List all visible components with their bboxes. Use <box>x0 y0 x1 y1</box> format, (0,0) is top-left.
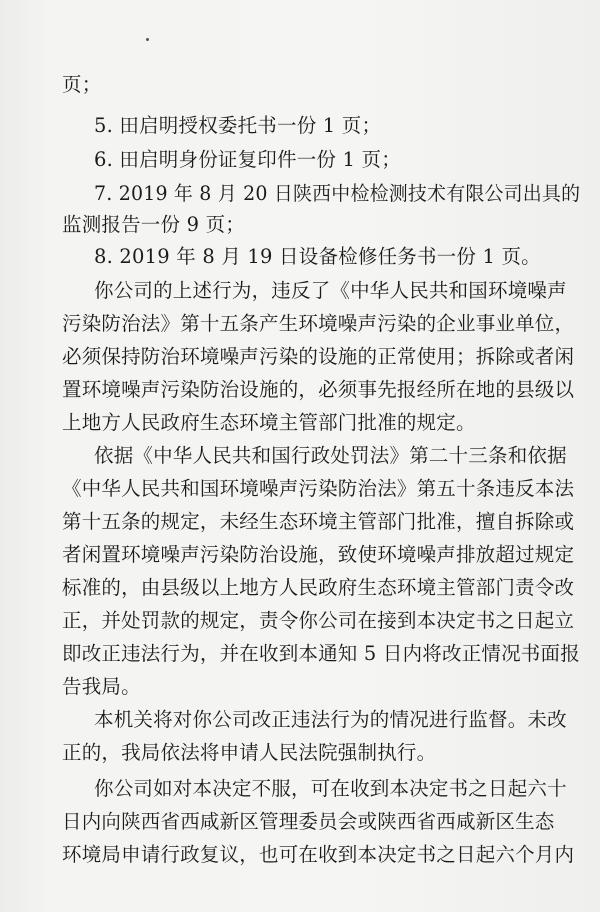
scan-speck <box>146 38 149 41</box>
text-line-1: 页； <box>62 73 102 96</box>
text-line-10: 置环境噪声污染防治设施的，必须事先报经所在地的县级以 <box>62 378 575 401</box>
text-line-8: 污染防治法》第十五条产生环境噪声污染的企业事业单位， <box>62 312 575 335</box>
text-line-23: 日内向陕西省西咸新区管理委员会或陕西省西咸新区生态 <box>62 810 555 833</box>
text-line-24: 环境局申请行政复议，也可在收到本决定书之日起六个月内 <box>62 843 575 866</box>
text-line-6: 8. 2019 年 8 月 19 日设备检修任务书一份 1 页。 <box>94 245 541 268</box>
text-line-14: 第十五条的规定，未经生态环境主管部门批准，擅自拆除或 <box>62 510 575 533</box>
text-line-3: 6. 田启明身份证复印件一份 1 页； <box>94 148 401 171</box>
text-line-17: 正，并处罚款的规定，责令你公司在接到本决定书之日起立 <box>62 609 575 632</box>
text-line-7: 你公司的上述行为，违反了《中华人民共和国环境噪声 <box>94 279 567 302</box>
text-line-11: 上地方人民政府生态环境主管部门批准的规定。 <box>62 411 476 434</box>
text-line-2: 5. 田启明授权委托书一份 1 页； <box>94 114 382 137</box>
text-line-13: 《中华人民共和国环境噪声污染防治法》第五十条违反本法 <box>62 477 575 500</box>
text-line-5: 监测报告一份 9 页； <box>62 213 246 236</box>
text-line-4: 7. 2019 年 8 月 20 日陕西中检检测技术有限公司出具的 <box>94 182 581 205</box>
text-line-20: 本机关将对你公司改正违法行为的情况进行监督。未改 <box>94 708 567 731</box>
text-line-16: 标准的，由县级以上地方人民政府生态环境主管部门责令改 <box>62 576 575 599</box>
text-line-19: 告我局。 <box>62 675 141 698</box>
text-line-15: 者闲置环境噪声污染防治设施，致使环境噪声排放超过规定 <box>62 543 575 566</box>
text-line-12: 依据《中华人民共和国行政处罚法》第二十三条和依据 <box>94 444 567 467</box>
text-line-9: 必须保持防治环境噪声污染的设施的正常使用；拆除或者闲 <box>62 345 575 368</box>
text-line-22: 你公司如对本决定不服，可在收到本决定书之日起六十 <box>94 777 567 800</box>
text-line-21: 正的，我局依法将申请人民法院强制执行。 <box>62 741 437 764</box>
text-line-18: 即改正违法行为，并在收到本通知 5 日内将改正情况书面报 <box>62 642 580 665</box>
